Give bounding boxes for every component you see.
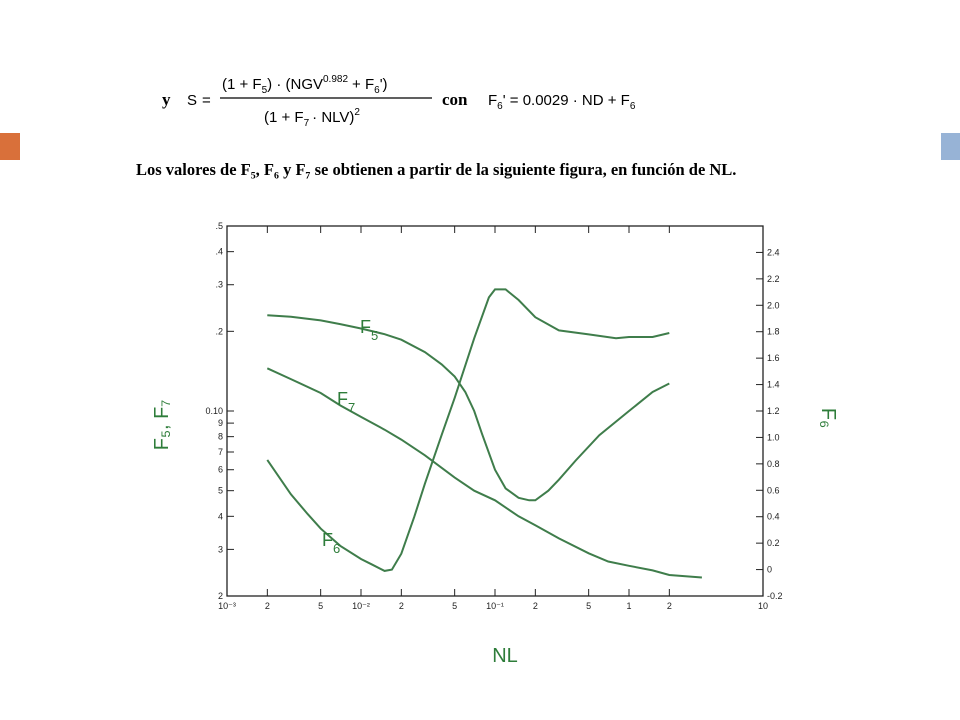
left-tick-label: .4 <box>215 246 223 257</box>
x-tick-label: 5 <box>318 601 324 611</box>
left-tick-label: 8 <box>217 431 223 442</box>
f6-curve <box>267 289 669 571</box>
x-tick-label: 10⁻¹ <box>486 601 504 611</box>
formula-f6p-sub: 6 <box>497 101 503 112</box>
x-tick-label: 5 <box>586 601 592 611</box>
series-label-letter: F <box>360 317 371 337</box>
right-tick-label: 0.2 <box>767 538 780 549</box>
left-tick-label: 3 <box>217 544 223 555</box>
right-axis-ticks <box>756 247 783 601</box>
intro-text: Los valores de F₅, F₆ y F₇ se obtienen a partir de la siguiente figura, en función de NL. <box>136 160 737 179</box>
right-tick-label: 0.6 <box>767 485 780 496</box>
right-tick-label: 1.2 <box>767 406 780 416</box>
formula-num-a-text: (1 + F <box>222 76 262 93</box>
left-tick-label: 4 <box>217 511 223 522</box>
formula-f6p-b: ' = 0.0029 · ND + F <box>502 92 630 109</box>
x-tick-label: 5 <box>452 601 458 611</box>
formula-den-a-sub: 7 <box>303 118 310 129</box>
x-tick-label: 2 <box>264 601 270 611</box>
series-label-subscript: 6 <box>333 541 341 556</box>
series-label-subscript: 5 <box>371 328 379 343</box>
right-tick-label: 1.4 <box>767 379 780 390</box>
series-label-6 <box>322 530 340 556</box>
formula-num-c: + F <box>352 76 375 93</box>
left-tick-label: 7 <box>217 446 223 457</box>
series-labels <box>322 317 378 556</box>
x-tick-label: 10⁻³ <box>218 601 236 611</box>
x-tick-label: 10 <box>757 601 769 611</box>
right-axis-title: F₆ <box>817 407 839 429</box>
formula-num-a-sub: 5 <box>261 85 268 96</box>
x-tick-label: 10⁻² <box>352 601 370 611</box>
left-tick-label: 6 <box>217 464 223 475</box>
formula-den-a: (1 + F <box>264 109 304 126</box>
series-label-subscript: 7 <box>348 400 356 415</box>
formula-equals: = <box>202 92 211 109</box>
series-label-letter: F <box>322 530 333 550</box>
formula-con: con <box>442 90 468 109</box>
x-tick-label: 2 <box>666 601 672 611</box>
x-axis-title: NL <box>492 645 518 667</box>
right-tick-label: 1.8 <box>767 326 780 337</box>
left-tick-label: 9 <box>217 418 223 429</box>
left-tick-label: .5 <box>215 221 223 231</box>
plot-frame <box>227 226 763 596</box>
formula-y: y <box>162 90 171 109</box>
right-tick-label: 0.4 <box>767 511 780 522</box>
right-tick-label: 2.4 <box>767 247 780 258</box>
formula-s: S <box>187 92 198 109</box>
x-tick-label: 2 <box>398 601 404 611</box>
formula-f6p-sub2: 6 <box>629 101 636 112</box>
formula-num-b: ) · (NGV <box>267 76 323 93</box>
left-tick-label: 0.10 <box>205 406 223 416</box>
left-tick-label: 5 <box>217 485 223 496</box>
x-tick-label: 2 <box>532 601 538 611</box>
formula-den-b: · NLV) <box>312 109 355 126</box>
right-tick-label: 0 <box>767 564 773 575</box>
left-axis-ticks <box>205 221 234 601</box>
formula-f6p-a: F <box>488 92 498 109</box>
left-axis-title: F₅, F₇ <box>151 399 173 451</box>
formula-den-exp: 2 <box>354 107 360 118</box>
x-tick-label: 1 <box>626 601 632 611</box>
x-axis-ticks <box>218 226 768 611</box>
formula-num-d: ') <box>379 76 388 93</box>
right-tick-label: 0.8 <box>767 458 780 469</box>
series-label-7 <box>337 389 355 415</box>
formula-num-c-sub: 6 <box>374 85 380 96</box>
right-tick-label: 2.2 <box>767 273 780 284</box>
left-tick-label: 2 <box>217 591 223 601</box>
left-tick-label: .2 <box>215 326 223 337</box>
right-tick-label: 1.0 <box>767 432 780 443</box>
f5-curve <box>267 315 669 500</box>
right-tick-label: 1.6 <box>767 353 780 364</box>
right-tick-label: 2.0 <box>767 300 780 311</box>
formula-num-exp: 0.982 <box>323 74 349 85</box>
series-label-letter: F <box>337 389 348 409</box>
right-tick-label: -0.2 <box>767 591 783 601</box>
left-tick-label: .3 <box>215 279 223 290</box>
series-label-5 <box>360 317 378 343</box>
